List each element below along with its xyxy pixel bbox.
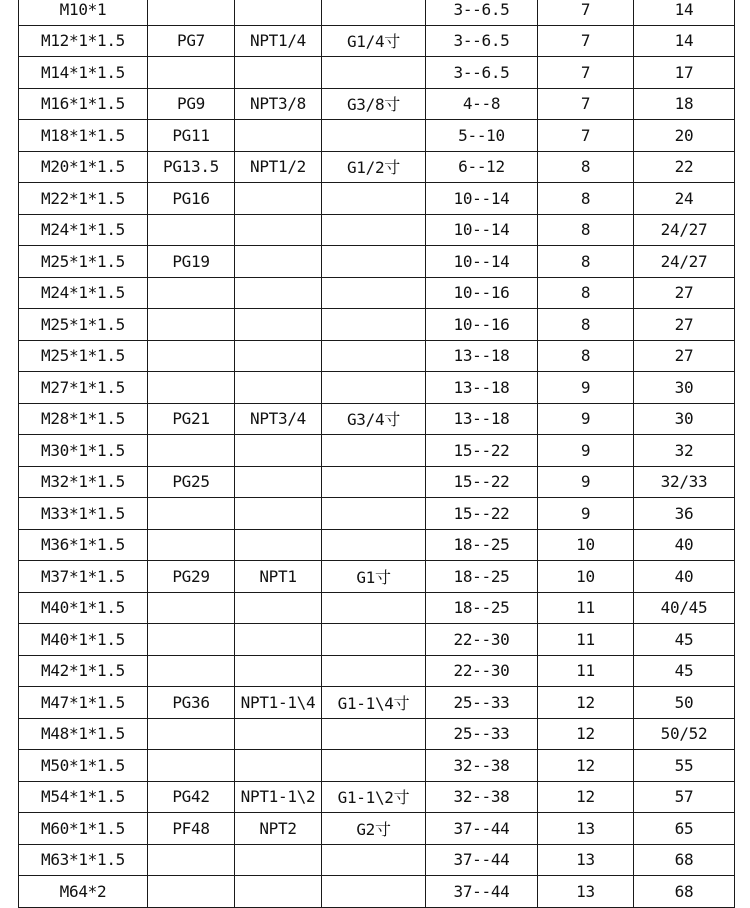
table-row (19, 687, 735, 719)
cell-col-seven-value: 17 (634, 57, 735, 89)
cell-npt-thread: NPT3/8 (235, 88, 322, 120)
cell-col-six-value: 12 (538, 718, 634, 750)
table-row (19, 718, 735, 750)
cell-npt-thread (235, 214, 322, 246)
cell-col-seven-value: 55 (634, 750, 735, 782)
cell-cable-range: 3--6.5 (426, 0, 538, 25)
cell-col-six-value: 8 (538, 183, 634, 215)
cell-g-thread (322, 214, 426, 246)
cell-cable-range: 18--25 (426, 561, 538, 593)
cell-col-seven-value: 20 (634, 120, 735, 152)
cell-col-six-value: 9 (538, 498, 634, 530)
cell-npt-thread (235, 277, 322, 309)
cell-pg-thread: PG29 (148, 561, 235, 593)
cell-col-six-value: 11 (538, 655, 634, 687)
cell-metric-thread: M20*1*1.5 (19, 151, 148, 183)
cell-cable-range: 10--16 (426, 309, 538, 341)
cell-npt-thread (235, 718, 322, 750)
cell-cable-range: 25--33 (426, 687, 538, 719)
cell-npt-thread (235, 876, 322, 908)
cell-pg-thread (148, 498, 235, 530)
cell-npt-thread (235, 655, 322, 687)
cell-col-seven-value: 22 (634, 151, 735, 183)
cell-npt-thread (235, 624, 322, 656)
cell-g-thread (322, 718, 426, 750)
cell-npt-thread: NPT1 (235, 561, 322, 593)
cell-pg-thread (148, 435, 235, 467)
cell-cable-range: 10--14 (426, 214, 538, 246)
cell-cable-range: 18--25 (426, 529, 538, 561)
cell-col-seven-value: 40/45 (634, 592, 735, 624)
cell-metric-thread: M42*1*1.5 (19, 655, 148, 687)
cell-npt-thread (235, 466, 322, 498)
cell-npt-thread (235, 372, 322, 404)
cell-metric-thread: M27*1*1.5 (19, 372, 148, 404)
table-row (19, 592, 735, 624)
cell-col-six-value: 7 (538, 0, 634, 25)
table-row (19, 25, 735, 57)
thread-size-table (18, 0, 735, 908)
cell-col-six-value: 9 (538, 466, 634, 498)
cell-g-thread (322, 309, 426, 341)
cell-npt-thread (235, 183, 322, 215)
table-row (19, 183, 735, 215)
cell-pg-thread: PG25 (148, 466, 235, 498)
cell-col-six-value: 7 (538, 25, 634, 57)
cell-npt-thread (235, 246, 322, 278)
cell-cable-range: 32--38 (426, 750, 538, 782)
cell-col-six-value: 8 (538, 151, 634, 183)
cell-g-thread (322, 435, 426, 467)
cell-cable-range: 37--44 (426, 844, 538, 876)
cell-npt-thread (235, 750, 322, 782)
cell-metric-thread: M25*1*1.5 (19, 309, 148, 341)
cell-col-seven-value: 45 (634, 655, 735, 687)
cell-npt-thread (235, 120, 322, 152)
cell-cable-range: 15--22 (426, 498, 538, 530)
cell-col-six-value: 9 (538, 372, 634, 404)
cell-cable-range: 13--18 (426, 372, 538, 404)
cell-col-seven-value: 57 (634, 781, 735, 813)
cell-col-seven-value: 32/33 (634, 466, 735, 498)
table-row (19, 435, 735, 467)
cell-pg-thread (148, 529, 235, 561)
table-row (19, 403, 735, 435)
cell-col-six-value: 13 (538, 844, 634, 876)
cell-col-seven-value: 27 (634, 340, 735, 372)
cell-cable-range: 10--14 (426, 183, 538, 215)
cell-cable-range: 22--30 (426, 655, 538, 687)
cell-g-thread (322, 120, 426, 152)
cell-g-thread: G1/4寸 (322, 25, 426, 57)
cell-npt-thread: NPT1/2 (235, 151, 322, 183)
cell-pg-thread (148, 624, 235, 656)
cell-cable-range: 32--38 (426, 781, 538, 813)
cell-cable-range: 4--8 (426, 88, 538, 120)
cell-pg-thread: PG36 (148, 687, 235, 719)
cell-metric-thread: M24*1*1.5 (19, 214, 148, 246)
cell-metric-thread: M36*1*1.5 (19, 529, 148, 561)
cell-g-thread (322, 57, 426, 89)
cell-npt-thread: NPT1-1\2 (235, 781, 322, 813)
cell-pg-thread (148, 655, 235, 687)
table-row (19, 876, 735, 908)
cell-metric-thread: M18*1*1.5 (19, 120, 148, 152)
cell-g-thread (322, 655, 426, 687)
cell-col-seven-value: 27 (634, 309, 735, 341)
cell-metric-thread: M63*1*1.5 (19, 844, 148, 876)
cell-col-seven-value: 45 (634, 624, 735, 656)
cell-g-thread: G2寸 (322, 813, 426, 845)
table-row (19, 88, 735, 120)
table-row (19, 246, 735, 278)
cell-metric-thread: M28*1*1.5 (19, 403, 148, 435)
cell-col-seven-value: 68 (634, 876, 735, 908)
cell-pg-thread: PG7 (148, 25, 235, 57)
cell-npt-thread: NPT2 (235, 813, 322, 845)
cell-metric-thread: M54*1*1.5 (19, 781, 148, 813)
cell-cable-range: 22--30 (426, 624, 538, 656)
cell-npt-thread: NPT1/4 (235, 25, 322, 57)
cell-pg-thread: PG42 (148, 781, 235, 813)
cell-g-thread: G1-1\2寸 (322, 781, 426, 813)
cell-col-seven-value: 50 (634, 687, 735, 719)
cell-metric-thread: M25*1*1.5 (19, 246, 148, 278)
cell-cable-range: 15--22 (426, 466, 538, 498)
table-row (19, 0, 735, 25)
cell-col-six-value: 13 (538, 876, 634, 908)
cell-pg-thread: PF48 (148, 813, 235, 845)
cell-g-thread (322, 466, 426, 498)
cell-g-thread (322, 876, 426, 908)
cell-pg-thread (148, 309, 235, 341)
cell-col-six-value: 9 (538, 403, 634, 435)
cell-col-six-value: 7 (538, 88, 634, 120)
cell-col-seven-value: 18 (634, 88, 735, 120)
table-row (19, 844, 735, 876)
cell-metric-thread: M50*1*1.5 (19, 750, 148, 782)
cell-cable-range: 18--25 (426, 592, 538, 624)
cell-col-six-value: 8 (538, 214, 634, 246)
cell-cable-range: 10--16 (426, 277, 538, 309)
cell-metric-thread: M48*1*1.5 (19, 718, 148, 750)
cell-npt-thread: NPT3/4 (235, 403, 322, 435)
table-row (19, 309, 735, 341)
cell-g-thread (322, 592, 426, 624)
table-row (19, 561, 735, 593)
cell-pg-thread (148, 340, 235, 372)
cell-npt-thread (235, 435, 322, 467)
cell-col-six-value: 10 (538, 561, 634, 593)
table-row (19, 624, 735, 656)
cell-g-thread (322, 246, 426, 278)
cell-g-thread (322, 277, 426, 309)
cell-col-seven-value: 27 (634, 277, 735, 309)
cell-npt-thread (235, 592, 322, 624)
cell-npt-thread (235, 529, 322, 561)
cell-col-seven-value: 32 (634, 435, 735, 467)
cell-pg-thread (148, 718, 235, 750)
cell-col-seven-value: 40 (634, 529, 735, 561)
cell-col-seven-value: 30 (634, 372, 735, 404)
cell-pg-thread: PG9 (148, 88, 235, 120)
cell-col-seven-value: 36 (634, 498, 735, 530)
cell-col-six-value: 13 (538, 813, 634, 845)
cell-col-six-value: 10 (538, 529, 634, 561)
cell-pg-thread: PG19 (148, 246, 235, 278)
cell-npt-thread (235, 498, 322, 530)
cell-pg-thread (148, 372, 235, 404)
cell-col-six-value: 12 (538, 687, 634, 719)
cell-cable-range: 6--12 (426, 151, 538, 183)
cell-g-thread (322, 0, 426, 25)
table-body (19, 0, 735, 907)
cell-g-thread: G3/8寸 (322, 88, 426, 120)
cell-pg-thread (148, 592, 235, 624)
cell-col-seven-value: 68 (634, 844, 735, 876)
cell-metric-thread: M33*1*1.5 (19, 498, 148, 530)
cell-col-seven-value: 50/52 (634, 718, 735, 750)
cell-col-six-value: 8 (538, 246, 634, 278)
table-row (19, 277, 735, 309)
table-row (19, 120, 735, 152)
cell-g-thread (322, 498, 426, 530)
cell-g-thread (322, 372, 426, 404)
cell-cable-range: 10--14 (426, 246, 538, 278)
table-row (19, 340, 735, 372)
cell-col-seven-value: 24/27 (634, 246, 735, 278)
cell-metric-thread: M22*1*1.5 (19, 183, 148, 215)
cell-pg-thread: PG21 (148, 403, 235, 435)
table-row (19, 498, 735, 530)
cell-pg-thread (148, 844, 235, 876)
table-row (19, 813, 735, 845)
spec-sheet (18, 0, 734, 908)
cell-pg-thread (148, 750, 235, 782)
cell-pg-thread: PG13.5 (148, 151, 235, 183)
cell-metric-thread: M40*1*1.5 (19, 592, 148, 624)
cell-cable-range: 13--18 (426, 403, 538, 435)
table-row (19, 57, 735, 89)
cell-metric-thread: M24*1*1.5 (19, 277, 148, 309)
cell-col-six-value: 8 (538, 309, 634, 341)
cell-col-seven-value: 24 (634, 183, 735, 215)
cell-g-thread (322, 340, 426, 372)
table-row (19, 214, 735, 246)
cell-g-thread (322, 624, 426, 656)
cell-metric-thread: M32*1*1.5 (19, 466, 148, 498)
cell-metric-thread: M40*1*1.5 (19, 624, 148, 656)
cell-col-seven-value: 14 (634, 0, 735, 25)
cell-g-thread (322, 183, 426, 215)
cell-col-six-value: 9 (538, 435, 634, 467)
cell-g-thread: G1-1\4寸 (322, 687, 426, 719)
cell-col-seven-value: 14 (634, 25, 735, 57)
cell-metric-thread: M16*1*1.5 (19, 88, 148, 120)
cell-col-seven-value: 30 (634, 403, 735, 435)
cell-cable-range: 37--44 (426, 876, 538, 908)
table-row (19, 529, 735, 561)
cell-npt-thread (235, 309, 322, 341)
cell-pg-thread: PG16 (148, 183, 235, 215)
cell-col-six-value: 7 (538, 57, 634, 89)
cell-cable-range: 25--33 (426, 718, 538, 750)
cell-metric-thread: M64*2 (19, 876, 148, 908)
table-row (19, 466, 735, 498)
cell-npt-thread (235, 0, 322, 25)
cell-col-six-value: 12 (538, 781, 634, 813)
cell-col-six-value: 7 (538, 120, 634, 152)
cell-col-seven-value: 24/27 (634, 214, 735, 246)
cell-col-seven-value: 40 (634, 561, 735, 593)
cell-col-seven-value: 65 (634, 813, 735, 845)
cell-pg-thread: PG11 (148, 120, 235, 152)
cell-pg-thread (148, 277, 235, 309)
cell-g-thread (322, 529, 426, 561)
cell-cable-range: 3--6.5 (426, 25, 538, 57)
cell-cable-range: 3--6.5 (426, 57, 538, 89)
table-row (19, 151, 735, 183)
cell-col-six-value: 11 (538, 592, 634, 624)
cell-g-thread (322, 750, 426, 782)
cell-metric-thread: M14*1*1.5 (19, 57, 148, 89)
cell-npt-thread (235, 844, 322, 876)
cell-g-thread: G3/4寸 (322, 403, 426, 435)
cell-pg-thread (148, 876, 235, 908)
cell-cable-range: 37--44 (426, 813, 538, 845)
cell-metric-thread: M12*1*1.5 (19, 25, 148, 57)
cell-cable-range: 5--10 (426, 120, 538, 152)
cell-g-thread: G1/2寸 (322, 151, 426, 183)
cell-metric-thread: M60*1*1.5 (19, 813, 148, 845)
table-row (19, 372, 735, 404)
cell-metric-thread: M30*1*1.5 (19, 435, 148, 467)
cell-metric-thread: M10*1 (19, 0, 148, 25)
table-row (19, 655, 735, 687)
cell-col-six-value: 11 (538, 624, 634, 656)
cell-metric-thread: M25*1*1.5 (19, 340, 148, 372)
cell-col-six-value: 12 (538, 750, 634, 782)
cell-cable-range: 13--18 (426, 340, 538, 372)
cell-col-six-value: 8 (538, 277, 634, 309)
cell-npt-thread (235, 57, 322, 89)
table-row (19, 781, 735, 813)
cell-col-six-value: 8 (538, 340, 634, 372)
cell-npt-thread (235, 340, 322, 372)
cell-pg-thread (148, 214, 235, 246)
cell-pg-thread (148, 0, 235, 25)
cell-g-thread (322, 844, 426, 876)
table-row (19, 750, 735, 782)
cell-g-thread: G1寸 (322, 561, 426, 593)
cell-metric-thread: M47*1*1.5 (19, 687, 148, 719)
cell-pg-thread (148, 57, 235, 89)
cell-cable-range: 15--22 (426, 435, 538, 467)
cell-metric-thread: M37*1*1.5 (19, 561, 148, 593)
cell-npt-thread: NPT1-1\4 (235, 687, 322, 719)
